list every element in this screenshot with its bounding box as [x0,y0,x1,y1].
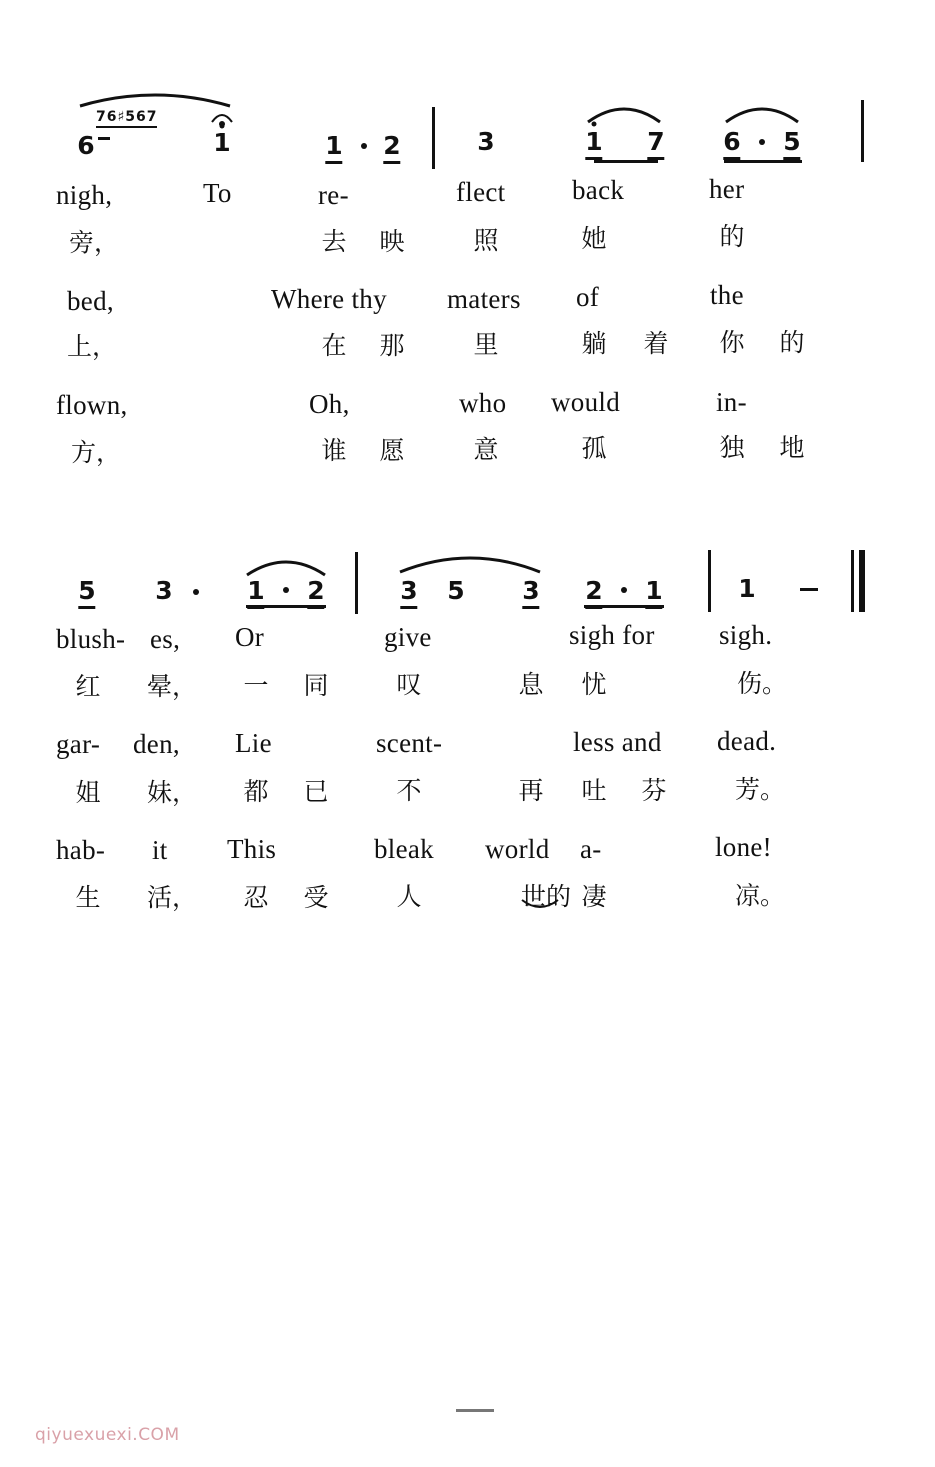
lyric-zh: 忧 [581,670,607,699]
lyric-zh: 你 [719,328,745,357]
note: 1 [213,128,231,157]
lyric-en: re- [318,180,349,210]
beam [246,605,326,608]
slur-1-2-row2 [247,562,325,575]
lyric-en: Where thy [271,284,387,314]
lyric-zh: 已 [303,777,329,806]
lyric-zh: 谁 [321,436,347,465]
barline [708,550,711,612]
lyric-en: of [576,282,600,312]
note: 2 [383,133,400,164]
note: 6 [77,131,95,160]
lyric-en: a- [580,834,602,864]
lyric-en: scent- [376,728,443,758]
lyric-zh: 意 [473,435,499,464]
lyric-en: blush- [56,624,126,654]
note: 2 [307,578,324,609]
grace-notes: 76♯567 [96,110,157,128]
lyric-zh: 晕， [146,672,198,701]
dotted-rhythm [283,587,289,593]
lyric-zh: 的 [779,328,805,357]
dotted-rhythm [193,589,199,595]
lyric-zh: 方， [70,438,122,467]
lyric-zh: 不 [396,776,422,805]
lyric-zh: 里 [473,330,499,359]
lyric-zh: 红 [75,672,101,701]
lyric-zh: 姐 [75,778,101,807]
lyric-en: sigh for [569,620,655,650]
lyric-en: es, [150,624,181,654]
site-watermark: qiyuexuexi.COM [35,1425,180,1445]
dotted-rhythm [361,143,367,149]
lyric-en: it [152,835,168,865]
note: 1 [325,133,342,164]
barline [355,552,358,614]
slur-3-5-3 [400,558,540,572]
lyric-en: Oh, [309,389,350,419]
barline [861,100,864,162]
final-barline-thick [859,550,865,612]
note: 3 [400,578,417,609]
high-octave-dot [220,124,225,129]
note: 3 [522,578,539,609]
lyric-en: nigh, [56,180,113,210]
final-barline-thin [851,550,854,612]
high-octave-dot [592,122,597,127]
lyric-zh: 芬 [641,776,667,805]
note: 3 [477,127,495,156]
lyric-zh: 伤。 [736,669,788,698]
lyric-en: gar- [56,729,101,759]
lyric-zh: 世的 [520,882,572,911]
slur-1-7 [588,109,660,122]
lyric-zh: 照 [473,226,499,255]
lyric-zh: 芳。 [734,775,786,804]
note: 2 [585,578,602,609]
lyric-zh: 受 [303,883,329,912]
note: 5 [783,129,800,160]
note: 1 [247,578,264,609]
lyric-en: dead. [717,726,777,756]
lyric-zh: 妹， [146,778,198,807]
lyric-en: maters [447,284,521,314]
lyric-zh: 息 [518,670,544,699]
barline [432,107,435,169]
lyric-zh: 映 [379,227,405,256]
lyric-en: To [203,178,232,208]
lyric-en: sigh. [719,620,773,650]
lyric-zh: 她 [581,224,607,253]
note: 3 [155,576,173,605]
lyric-en: world [485,834,550,864]
lyric-en: who [459,388,507,418]
lyric-en: less and [573,727,662,757]
lyric-zh: 的 [719,222,745,251]
lyric-en: bed, [67,286,114,316]
lyric-en: bleak [374,834,434,864]
lyric-zh: 那 [379,331,405,360]
lyric-zh: 生 [75,883,101,912]
beam [584,605,664,608]
page-number-fragment [452,1405,500,1415]
lyric-zh: 凉。 [734,881,786,910]
lyric-zh: 去 [321,227,347,256]
lyric-en: give [384,622,432,652]
lyric-en: hab- [56,835,106,865]
note: 1 [645,578,662,609]
lyric-zh: 活， [146,883,198,912]
lyric-en: den, [133,729,180,759]
lyric-zh: 孤 [581,434,607,463]
beam [724,160,802,163]
grace-hook [98,137,110,140]
note: 6 [723,129,740,160]
lyric-en: flown, [56,390,128,420]
dotted-rhythm [759,139,765,145]
lyric-zh: 躺 [581,329,607,358]
lyric-en: would [551,387,620,417]
lyric-zh: 独 [719,433,745,462]
lyric-en: the [710,280,744,310]
lyric-zh: 上， [66,332,118,361]
lyric-zh: 着 [643,329,669,358]
note: 7 [647,129,664,160]
slur-grace-phrase [80,95,230,106]
lyric-zh: 再 [518,776,544,805]
lyric-en: Lie [235,728,272,758]
lyric-zh: 人 [396,882,422,911]
lyric-en: in- [716,387,747,417]
lyric-zh: 在 [321,331,347,360]
lyric-zh: 吐 [581,776,607,805]
lyric-zh: 同 [303,671,329,700]
lyric-zh: 都 [243,777,269,806]
dotted-rhythm [621,587,627,593]
lyric-en: lone! [715,832,772,862]
note: 1 [585,129,602,160]
lyric-zh: 一 [243,671,269,700]
lyric-en: flect [456,177,506,207]
note: 5 [447,576,465,605]
lyric-zh: 叹 [396,670,422,699]
lyric-zh: 愿 [379,436,405,465]
lyric-en: Or [235,622,265,652]
lyric-zh: 地 [779,433,805,462]
lyric-zh: 忍 [243,883,269,912]
lyric-en: back [572,175,625,205]
note: 5 [78,578,95,609]
lyric-zh: 旁， [68,228,120,257]
slur-6-5 [726,109,798,122]
note: 1 [738,574,756,603]
lyric-en: her [709,174,745,204]
beam [594,160,658,163]
lyric-en: This [227,834,277,864]
hold-dash [800,588,818,591]
lyric-zh: 凄 [581,882,607,911]
